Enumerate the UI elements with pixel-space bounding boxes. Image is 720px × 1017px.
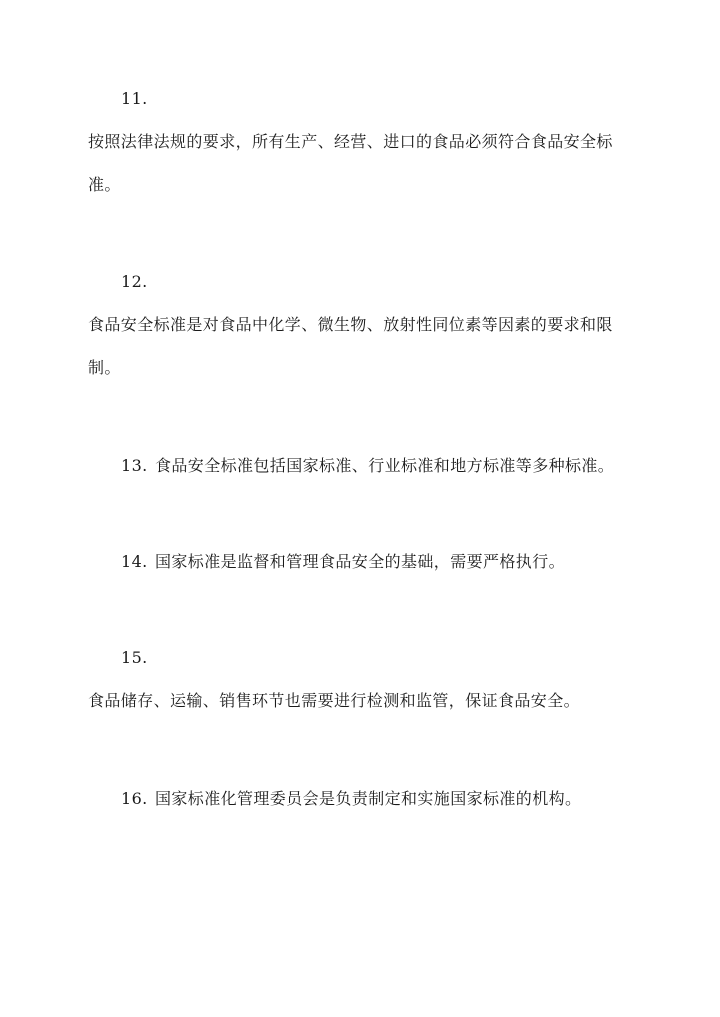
item-11-number: 11. bbox=[121, 89, 148, 108]
item-13-text: 食品安全标准包括国家标准、行业标准和地方标准等多种标准。 bbox=[155, 456, 615, 475]
item-16-text: 国家标准化管理委员会是负责制定和实施国家标准的机构。 bbox=[155, 789, 582, 808]
item-12-number: 12. bbox=[121, 272, 148, 291]
item-14-number: 14. bbox=[121, 552, 148, 571]
item-11-line-2: 准。 bbox=[88, 175, 121, 194]
item-14 bbox=[121, 552, 565, 572]
item-11-line-1: 按照法律法规的要求，所有生产、经营、进口的食品必须符合食品安全标 bbox=[88, 132, 613, 151]
item-13-number: 13. bbox=[121, 456, 148, 475]
item-12-line-1: 食品安全标准是对食品中化学、微生物、放射性同位素等因素的要求和限 bbox=[88, 315, 613, 334]
item-16-number: 16. bbox=[121, 789, 148, 808]
item-15-number: 15. bbox=[121, 648, 148, 667]
item-14-text: 国家标准是监督和管理食品安全的基础，需要严格执行。 bbox=[155, 552, 566, 571]
item-12-line-2: 制。 bbox=[88, 358, 121, 377]
item-13 bbox=[121, 456, 614, 476]
item-15-line-1: 食品储存、运输、销售环节也需要进行检测和监管，保证食品安全。 bbox=[88, 691, 581, 710]
item-16 bbox=[121, 789, 581, 809]
